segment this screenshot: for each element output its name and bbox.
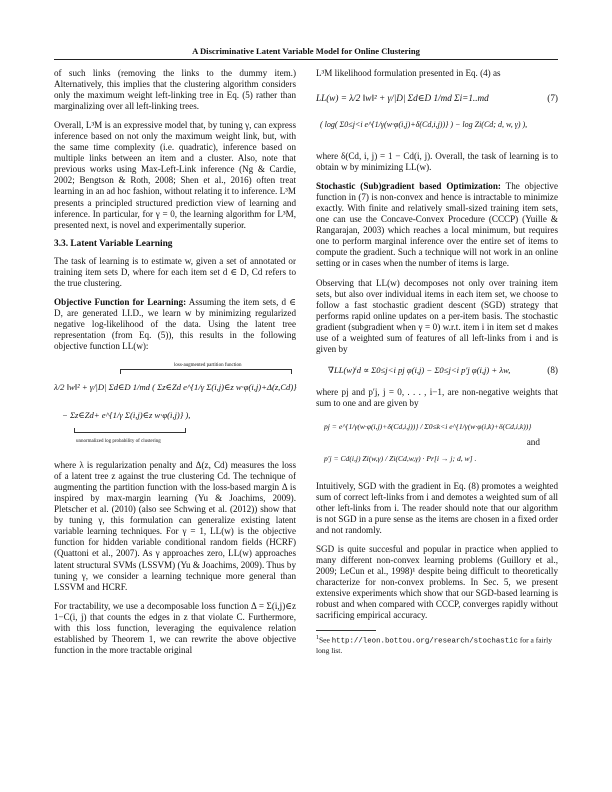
eq8-body: ∇LL(w)ⁱd ∝ Σ0≤j<i pj φ(i,j) − Σ0≤j<i p′j φ(i,j) + λw,	[328, 364, 511, 375]
paragraph-runin-heading: Stochastic (Sub)gradient based Optimization:	[316, 181, 501, 192]
paragraph-runin-heading: Objective Function for Learning:	[54, 296, 187, 307]
equation-7	[316, 87, 558, 143]
paragraph	[54, 297, 296, 352]
paragraph-body: Assuming the item sets, d ∈ D, are generated I.I.D., we learn w by minimizing regularized negative log-likelihood of the data. Using the latent tree representation (from Eq. (5)), this results in the following objective function LL(w):	[54, 296, 296, 352]
paragraph: where δ(Cd, i, j) = 1 − Cd(i, j). Overall, the task of learning is to obtain w by minimizing LL(w).	[316, 151, 558, 173]
objective-equation	[54, 360, 296, 452]
eq-pj-prime: p′j = Cd(i,j) Zi(w,γ) / Zi(Cd,w,γ) · Pr[i → j; d, w] .	[324, 453, 477, 463]
paragraph: The task of learning is to estimate w, given a set of annotated or training item sets D, where for each item set d ∈ D, Cd refers to the true clustering.	[54, 255, 296, 288]
footnote-url[interactable]: http://leon.bottou.org/research/stochastic	[331, 637, 518, 645]
eq-bottom-brace	[74, 428, 186, 433]
footnote-mark: 1	[316, 634, 319, 641]
header-rule	[54, 59, 558, 60]
equation-8	[316, 363, 558, 379]
paragraph: Observing that LL(w) decomposes not only over training item sets, but also over individual items in each item set, we choose to follow a fast stochastic gradient descent (SGD) strategy that performs rapid online updates on a per-item basis. The stochastic gradient (subgradient when γ = 0) w.r.t. item i in item set d makes use of a weighted sum of features of all left-links from i and is given by	[316, 277, 558, 354]
eq7-line-2: ( log( Σ0≤j<i e^{1/γ(w·φ(i,j)+δ(Cd,i,j))} ) − log Zi(Cd; d, w, γ) ),	[320, 120, 528, 130]
section-heading: 3.3. Latent Variable Learning	[54, 238, 173, 249]
eq-and: and	[526, 436, 540, 447]
left-column	[54, 68, 296, 664]
paragraph: L³M likelihood formulation presented in Eq. (4) as	[316, 68, 501, 78]
weights-equations	[316, 417, 558, 473]
running-header: A Discriminative Latent Variable Model for Online Clustering	[192, 46, 420, 56]
paragraph: Overall, L³M is an expressive model that, by tuning γ, can express inference based on not only the maximum weight link, but, with the same time complexity (i.e. quadratic), inference based on multiple links between an item and a cluster. Also, note that previous works using Max-Left-Link inference (Ng & Cardie, 2002; Bengtson & Roth, 2008; Shen et al., 2016) often treat learning in an ad hoc fashion, without relating it to inference. L³M presents a principled structured prediction view of learning and inference. In particular, for γ = 0, the learning algorithm for L³M, presented next, is novel and experimentally superior.	[54, 120, 296, 230]
footnote	[316, 634, 558, 656]
eq-top-label: loss-augmented partition function	[174, 363, 242, 369]
eq-bottom-label: unnormalized log probability of clustering	[76, 439, 161, 445]
footnote-tail: for a fairly long list.	[316, 635, 552, 655]
paragraph: SGD is quite succesful and popular in practice when applied to many different non-convex learning problems (Guillory et al., 2009; LeCun et al., 1998)¹ despite being difficult to theoretically characterize for non-convex problems. In Sec. 5, we present extensive experiments which show that our SGD-based learning is robust and when compared with CCCP, converges rapidly without sacrificing empirical accuracy.	[316, 544, 558, 621]
right-column	[316, 68, 558, 655]
eq7-number: (7)	[547, 93, 558, 104]
paragraph-body: The objective function in (7) is non-convex and hence is intractable to minimize exactly. With finite and relatively small-sized training item sets, one can use the Concave-Convex Procedure (CCCP) (Yuille & Rangarajan, 2003) which reaches a local minimum, but requires one to perform marginal inference over the entire set of items to compute the gradient. Such a technique will not work in an online setting or in cases when the number of items is large.	[316, 181, 558, 269]
eq-pj: pj = e^{1/γ(w·φ(i,j)+δ(Cd,i,j))} / Σ0≤k<i e^{1/γ(w·φ(i,k)+δ(Cd,i,k))}	[324, 421, 532, 431]
eq7-line-1: LL(w) = λ/2 ‖w‖² + γ/|D| Σd∈D 1/md Σi=1..md	[316, 93, 489, 104]
eq8-number: (8)	[547, 364, 558, 375]
paragraph	[316, 181, 558, 269]
paragraph: where λ is regularization penalty and Δ(z, Cd) measures the loss of a latent tree z against the true clustering Cd. The technique of augmenting the partition function with the loss-based margin Δ is inspired by max-margin learning (Yu & Joachims, 2009). Pletscher et al. (2010) (also see Schwing et al. (2012)) show that by tuning γ, this formulation can generalize existing latent variable learning techniques. For γ = 1, LL(w) is the objective function for hidden variable conditional random fields (HCRF) (Quattoni et al., 2007). As γ approaches zero, LL(w) approaches latent structural SVMs (LSSVM) (Yu & Joachims, 2009). Thus by tuning γ, we consider a learning technique more general than LSSVM and HCRF.	[54, 460, 296, 592]
eq-line-1: λ/2 ‖w‖² + γ/|D| Σd∈D 1/md ( Σz∈Zd e^{1/γ Σ(i,j)∈z w·φ(i,j)+Δ(z,Cd)}	[54, 382, 297, 393]
paragraph: For tractability, we use a decomposable loss function Δ = Σ(i,j)∈z 1−C(i, j) that counts the edges in z that violate C. Furthermore, with this loss function, leveraging the equivalence relation established by Theorem 1, we can rewrite the above objective function in the more tractable original	[54, 600, 296, 655]
paragraph: Intuitively, SGD with the gradient in Eq. (8) promotes a weighted sum of correct left-links from i and demotes a weighted sum of all other left-links from i. The reader should note that our algorithm is not SGD in a pure sense as the items are chosen in a fixed order and not randomly.	[316, 480, 558, 536]
footnote-see: See	[319, 635, 330, 644]
eq-line-2: − Σz∈Zd+ e^{1/γ Σ(i,j)∈z w·φ(i,j)} ),	[62, 410, 191, 421]
footnote-rule	[316, 630, 376, 631]
eq-top-brace	[120, 369, 292, 374]
paragraph: of such links (removing the links to the dummy item.) Alternatively, this implies that the clustering algorithm considers only the maximum weight left-linking tree in Eq. (5) rather than marginalizing over all left-linking trees.	[54, 68, 296, 112]
paragraph: where pj and p′j, j = 0, . . . , i−1, are non-negative weights that sum to one and are given by	[316, 386, 558, 408]
